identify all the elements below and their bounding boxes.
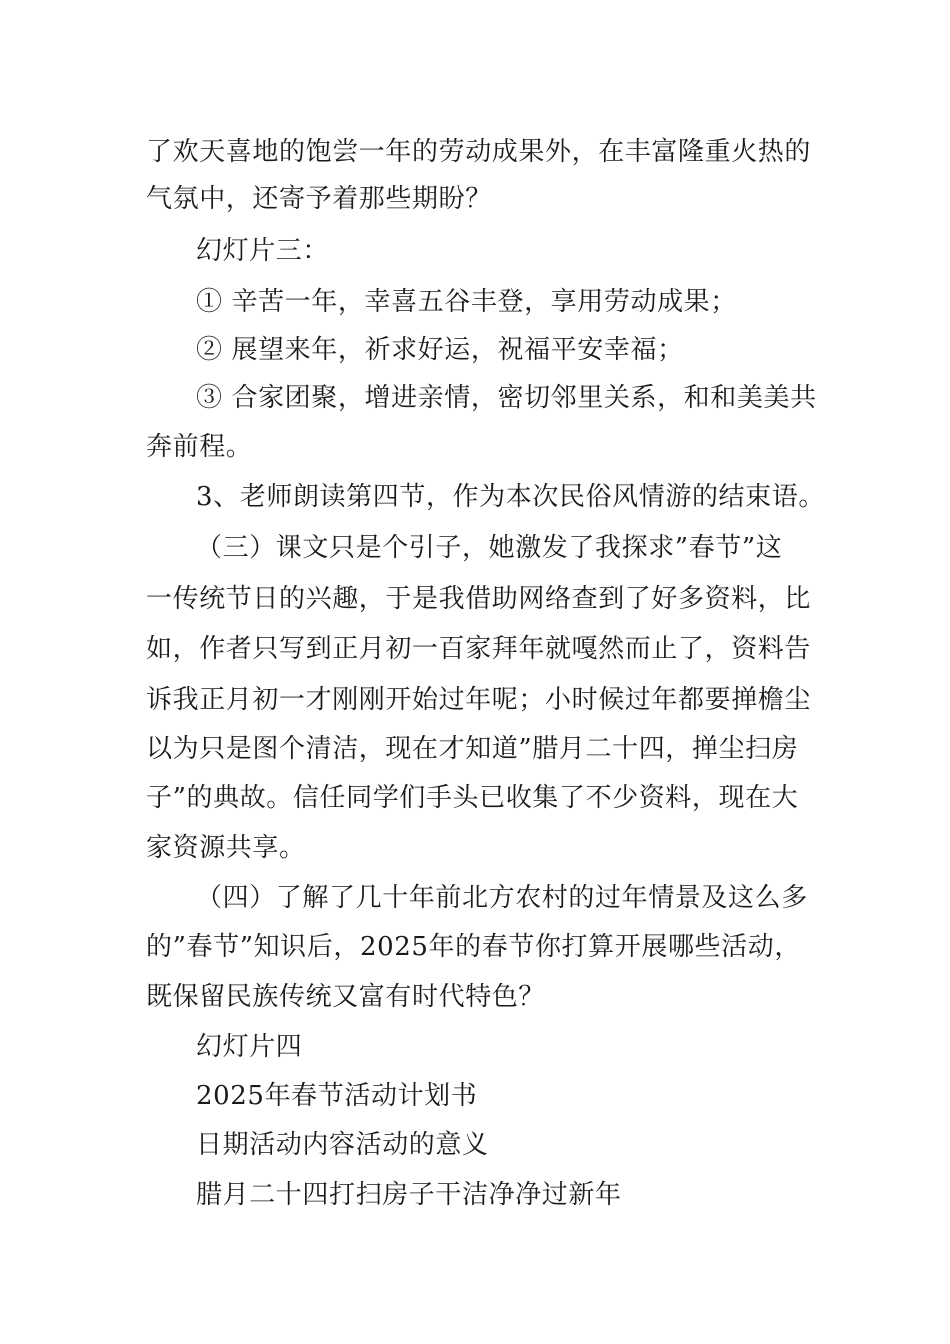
slide-heading: 幻灯片四 [196,1032,303,1062]
plan-title: 2025年春节活动计划书 [196,1081,478,1111]
text-line: 了欢天喜地的饱尝一年的劳动成果外，在丰富隆重火热的 [146,137,812,167]
text-line: 子”的典故。信任同学们手头已收集了不少资料，现在大 [146,783,799,813]
list-item: ③ 合家团聚，增进亲情，密切邻里关系，和和美美共 [196,383,817,413]
text-line: 家资源共享。 [146,833,306,863]
slide-heading: 幻灯片三： [196,236,330,266]
text-line: 气氛中，还寄予着那些期盼？ [146,184,492,214]
text-line: 奔前程。 [146,432,253,462]
paragraph-start: （三）课文只是个引子，她激发了我探求”春节”这 [196,533,783,563]
paragraph-start: （四）了解了几十年前北方农村的过年情景及这么多 [196,883,808,913]
text-line: 一传统节日的兴趣，于是我借助网络查到了好多资料，比 [146,584,812,614]
text-line: 以为只是图个清洁，现在才知道”腊月二十四，掸尘扫房 [146,734,799,764]
text-line: 如，作者只写到正月初一百家拜年就嘎然而止了，资料告 [146,634,812,664]
text-line: 既保留民族传统又富有时代特色？ [146,982,546,1012]
text-line: 诉我正月初一才刚刚开始过年呢；小时候过年都要掸檐尘 [146,685,812,715]
list-item: ② 展望来年，祈求好运，祝福平安幸福； [196,335,684,365]
text-line: 的”春节”知识后，2025年的春节你打算开展哪些活动， [146,932,801,962]
text-line: 3、老师朗读第四节，作为本次民俗风情游的结束语。 [196,482,825,512]
plan-header: 日期活动内容活动的意义 [196,1130,489,1160]
plan-row: 腊月二十四打扫房子干洁净净过新年 [196,1180,622,1210]
list-item: ① 辛苦一年，幸喜五谷丰登，享用劳动成果； [196,287,737,317]
